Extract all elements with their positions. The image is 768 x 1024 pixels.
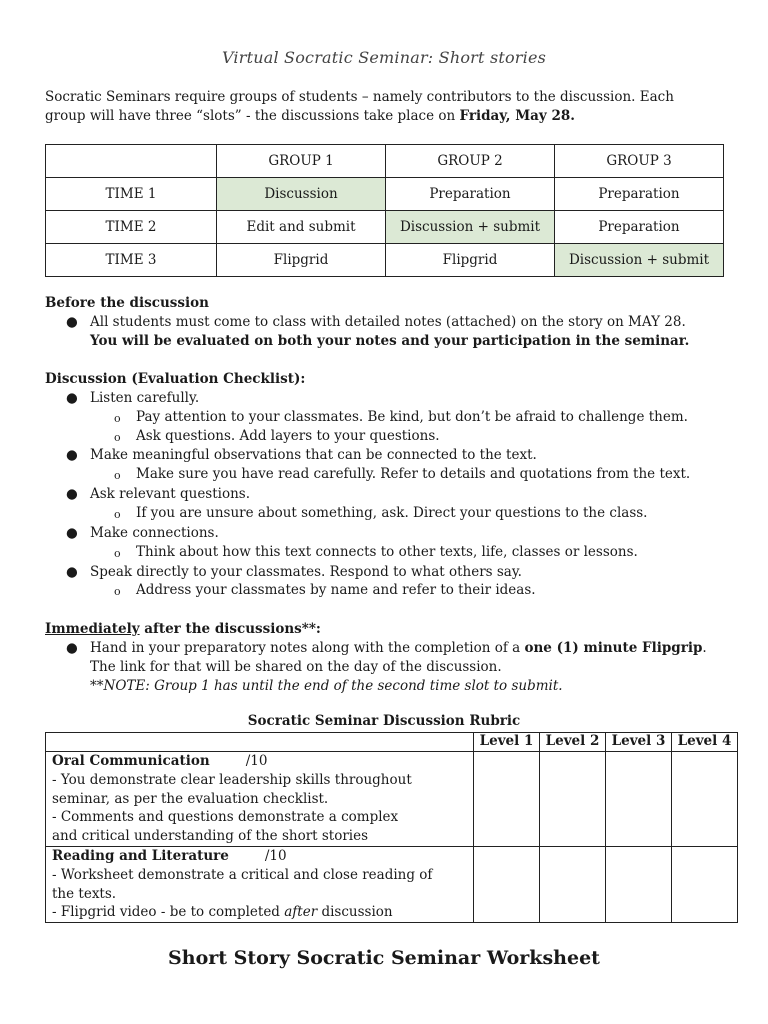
checklist-subitem: Ask questions. Add layers to your questions. (136, 428, 440, 444)
rubric-criterion (46, 846, 474, 922)
schedule-row (46, 244, 724, 277)
schedule-row (46, 178, 724, 211)
bullet-icon: ● (66, 564, 78, 580)
schedule-cell: Flipgrid (386, 244, 555, 277)
rubric-criterion-points: /10 (245, 753, 268, 769)
rubric-score-cell (606, 846, 672, 922)
schedule-cell: Preparation (386, 178, 555, 211)
checklist-subitem: Think about how this text connects to other texts, life, classes or lessons. (136, 544, 638, 560)
schedule-cell: Edit and submit (217, 211, 386, 244)
bullet-icon: ● (66, 447, 78, 463)
document-title: Virtual Socratic Seminar: Short stories (221, 48, 547, 67)
after-heading (45, 620, 321, 639)
after-bullet-bold: one (1) minute Flipgrip (524, 640, 703, 656)
intro-date: Friday, May 28. (459, 108, 575, 124)
before-bullet-bold: You will be evaluated on both your notes and your participation in the seminar. (90, 333, 690, 349)
rubric-criterion-heading (52, 752, 473, 771)
rubric-line-rest: discussion (317, 904, 393, 921)
after-heading-rest: after the discussions**: (139, 621, 321, 637)
after-bullet-post: . (702, 640, 707, 656)
rubric-criterion-name: Oral Communication (52, 753, 210, 769)
sub-bullet-icon: o (114, 547, 121, 560)
checklist-item: Ask relevant questions. (90, 486, 251, 502)
schedule-row-label: TIME 3 (46, 244, 217, 277)
rubric-header-row (46, 733, 738, 752)
rubric-row (46, 752, 738, 847)
rubric-level-1: Level 1 (474, 733, 540, 752)
rubric-score-cell (672, 752, 738, 847)
rubric-level-4: Level 4 (672, 733, 738, 752)
rubric-criterion (46, 752, 474, 847)
after-link-line: The link for that will be shared on the day of the discussion. (90, 659, 502, 675)
schedule-cell: Preparation (555, 211, 724, 244)
sub-bullet-icon: o (114, 431, 121, 444)
rubric-level-3: Level 3 (606, 733, 672, 752)
schedule-header-group-3: GROUP 3 (555, 145, 724, 178)
intro-line-1: Socratic Seminars require groups of students – namely contributors to the discussion. Each (45, 89, 674, 105)
checklist-item: Make meaningful observations that can be connected to the text. (90, 447, 537, 463)
bullet-icon: ● (66, 525, 78, 541)
rubric-table (45, 732, 738, 923)
intro-paragraph (45, 88, 735, 126)
schedule-header-group-2: GROUP 2 (386, 145, 555, 178)
rubric-criterion-line: seminar, as per the evaluation checklist. (52, 790, 329, 807)
sub-bullet-icon: o (114, 585, 121, 598)
checklist-subitem: Address your classmates by name and refer to their ideas. (136, 582, 536, 598)
before-heading: Before the discussion (45, 295, 209, 311)
sub-bullet-icon: o (114, 412, 121, 425)
rubric-criterion-line: and critical understanding of the short stories (52, 828, 369, 845)
rubric-level-2: Level 2 (540, 733, 606, 752)
bullet-icon: ● (66, 390, 78, 406)
schedule-corner-cell (46, 145, 217, 178)
sub-bullet-icon: o (114, 508, 121, 521)
schedule-cell-highlighted: Discussion (217, 178, 386, 211)
rubric-score-cell (474, 752, 540, 847)
rubric-line-text: - Flipgrid video - be to completed (52, 904, 285, 921)
checklist-item: Speak directly to your classmates. Respond to what others say. (90, 564, 522, 580)
schedule-cell: Preparation (555, 178, 724, 211)
checklist-item: Make connections. (90, 525, 219, 541)
schedule-row-label: TIME 2 (46, 211, 217, 244)
before-bullet-text: All students must come to class with detailed notes (attached) on the story on MAY 28. (90, 314, 686, 330)
checklist-subitem: If you are unsure about something, ask. Direct your questions to the class. (136, 505, 648, 521)
after-bullet-text (90, 639, 707, 658)
rubric-score-cell (540, 846, 606, 922)
rubric-criterion-line: - Comments and questions demonstrate a complex (52, 809, 399, 826)
rubric-criterion-name: Reading and Literature (52, 847, 229, 864)
rubric-score-cell (672, 846, 738, 922)
worksheet-title: Short Story Socratic Seminar Worksheet (168, 947, 600, 969)
bullet-icon: ● (66, 640, 78, 656)
sub-bullet-icon: o (114, 469, 121, 482)
rubric-criterion-heading (52, 847, 473, 866)
rubric-score-cell (474, 846, 540, 922)
rubric-score-cell (540, 752, 606, 847)
checklist-item: Listen carefully. (90, 390, 200, 406)
rubric-score-cell (606, 752, 672, 847)
rubric-criterion-line: the texts. (52, 885, 117, 902)
rubric-row (46, 846, 738, 922)
checklist-heading: Discussion (Evaluation Checklist): (45, 371, 306, 387)
rubric-line-italic: after (284, 904, 318, 921)
after-note: **NOTE: Group 1 has until the end of the second time slot to submit. (90, 678, 563, 694)
schedule-row-label: TIME 1 (46, 178, 217, 211)
schedule-row (46, 211, 724, 244)
after-bullet-pre: Hand in your preparatory notes along with the completion of a (90, 640, 525, 656)
bullet-icon: ● (66, 486, 78, 502)
rubric-title: Socratic Seminar Discussion Rubric (247, 713, 521, 729)
rubric-criterion-line: - Worksheet demonstrate a critical and close reading of (52, 866, 433, 883)
intro-line-2-text: group will have three “slots” - the discussions take place on (45, 108, 460, 124)
schedule-cell: Flipgrid (217, 244, 386, 277)
rubric-criterion-points: /10 (264, 847, 287, 864)
schedule-header-row (46, 145, 724, 178)
schedule-cell-highlighted: Discussion + submit (555, 244, 724, 277)
checklist-subitem: Make sure you have read carefully. Refer to details and quotations from the text. (136, 466, 691, 482)
schedule-cell-highlighted: Discussion + submit (386, 211, 555, 244)
rubric-corner-cell (46, 733, 474, 752)
intro-line-2 (45, 107, 735, 126)
rubric-criterion-line (52, 903, 473, 922)
schedule-header-group-1: GROUP 1 (217, 145, 386, 178)
bullet-icon: ● (66, 314, 78, 330)
after-heading-underlined: Immediately (45, 621, 140, 637)
rubric-criterion-line: - You demonstrate clear leadership skills throughout (52, 771, 412, 788)
checklist-subitem: Pay attention to your classmates. Be kind, but don’t be afraid to challenge them. (136, 409, 688, 425)
schedule-table (45, 144, 724, 277)
